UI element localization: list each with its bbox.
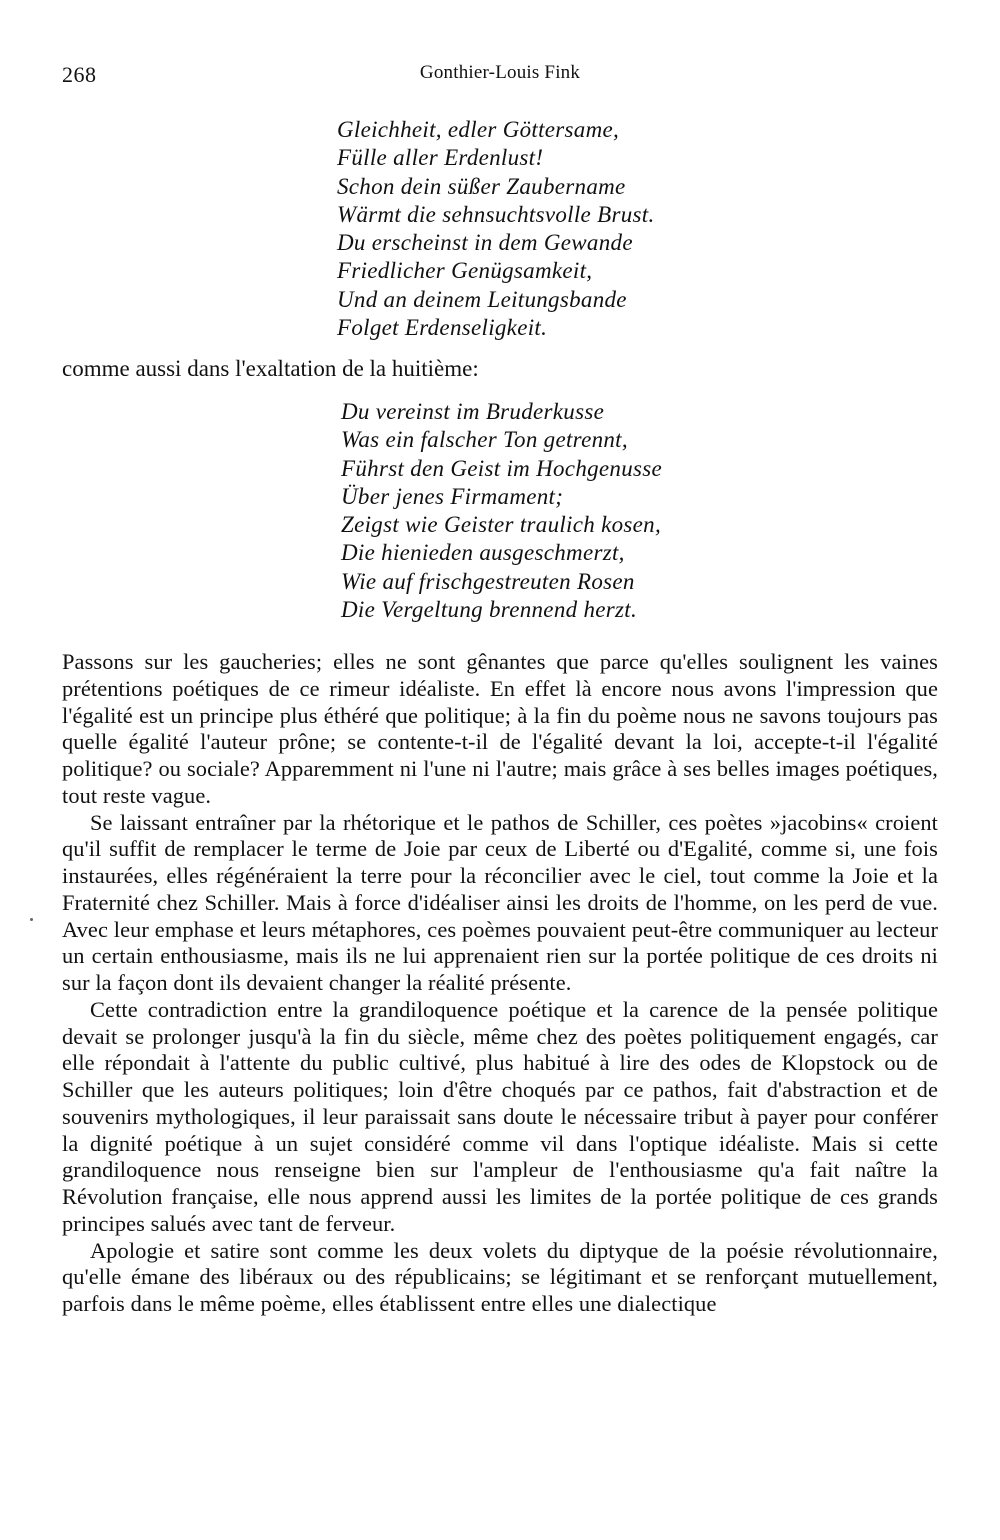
verse-line: Was ein falscher Ton getrennt, xyxy=(341,427,628,453)
verse-line: Friedlicher Genügsamkeit, xyxy=(337,258,593,284)
verse-line: Schon dein süßer Zaubername xyxy=(337,173,626,199)
poem-stanza-eighth xyxy=(341,398,662,624)
verse-line: Zeigst wie Geister traulich kosen, xyxy=(341,512,662,538)
verse-line: Du vereinst im Bruderkusse xyxy=(341,399,605,424)
verse-line: Führst den Geist im Hochgenusse xyxy=(341,455,663,481)
page-number: 268 xyxy=(62,62,97,87)
verse-line: Gleichheit, edler Göttersame, xyxy=(337,117,620,142)
paragraph: Apologie et satire sont comme les deux volets du diptyque de la poésie révolutionnaire, qu'elle émane des libéraux ou des républicains; se légitimant et se renforçant mutuellement, parfois dans le même poème, elles établissent entre elles une dialectique xyxy=(62,1237,938,1316)
running-head: Gonthier-Louis Fink xyxy=(419,62,581,83)
paragraph: Passons sur les gaucheries; elles ne sont gênantes que parce qu'elles soulignent les vaines prétentions poétiques de ce rimeur idéaliste. En effet là encore nous avons l'impression que l'égalité est un principe plus éthéré que politique; à la fin du poème nous ne savons toujours pas quelle égalité l'auteur prône; se contente-t-il de l'égalité devant la loi, accepte-t-il l'égalité politique? ou sociale? Apparemment ni l'une ni l'autre; mais grâce à ses belles images poétiques, tout reste vague. xyxy=(62,649,938,808)
paragraph: Se laissant entraîner par la rhétorique et le pathos de Schiller, ces poètes »jacobins« croient qu'il suffit de remplacer le terme de Joie par ceux de Liberté ou d'Egalité, comme si, une fois instaurées, elles régénéraient la terre pour la réconcilier avec le ciel, tout comme la Joie et la Fraternité chez Schiller. Mais à force d'idéaliser ainsi les droits de l'homme, on les perd de vue. Avec leur emphase et leurs métaphores, ces poèmes pouvaient peut-être communiquer au lecteur un certain enthousiasme, mais ils ne lui apprenaient rien sur la portée politique de ces droits ni sur la façon dont ils devaient changer la réalité présente. xyxy=(62,809,938,995)
intro-line: comme aussi dans l'exaltation de la huitième: xyxy=(62,356,479,381)
margin-speck xyxy=(30,918,33,921)
verse-line: Du erscheinst in dem Gewande xyxy=(337,230,633,256)
verse-line: Über jenes Firmament; xyxy=(341,483,564,509)
verse-line: Die hienieden ausgeschmerzt, xyxy=(341,540,625,566)
verse-line: Die Vergeltung brennend herzt. xyxy=(341,597,638,623)
verse-line: Wie auf frischgestreuten Rosen xyxy=(341,568,635,594)
body-text xyxy=(62,649,938,1318)
verse-line: Fülle aller Erdenlust! xyxy=(337,145,544,171)
verse-line: Und an deinem Leitungsbande xyxy=(337,286,627,312)
verse-line: Wärmt die sehnsuchtsvolle Brust. xyxy=(337,201,655,227)
poem-stanza-equality xyxy=(337,116,655,342)
verse-line: Folget Erdenseligkeit. xyxy=(337,315,548,341)
paragraph: Cette contradiction entre la grandiloquence poétique et la carence de la pensée politique devait se prolonger jusqu'à la fin du siècle, même chez des poètes politiquement engagés, car elle répondait à l'attente du public cultivé, plus habitué à lire des odes de Klopstock ou de Schiller que les auteurs politiques; loin d'être choqués par ce pathos, fait d'abstraction et de souvenirs mythologiques, il leur paraissait sans doute le nécessaire tribut à payer pour conférer la dignité poétique à un sujet considéré comme vil dans l'optique idéaliste. Mais si cette grandiloquence nous renseigne bien sur l'ampleur de l'enthousiasme qu'a fait naître la Révolution française, elle nous apprend aussi les limites de la portée politique de ces grands principes salués avec tant de ferveur. xyxy=(62,996,938,1236)
